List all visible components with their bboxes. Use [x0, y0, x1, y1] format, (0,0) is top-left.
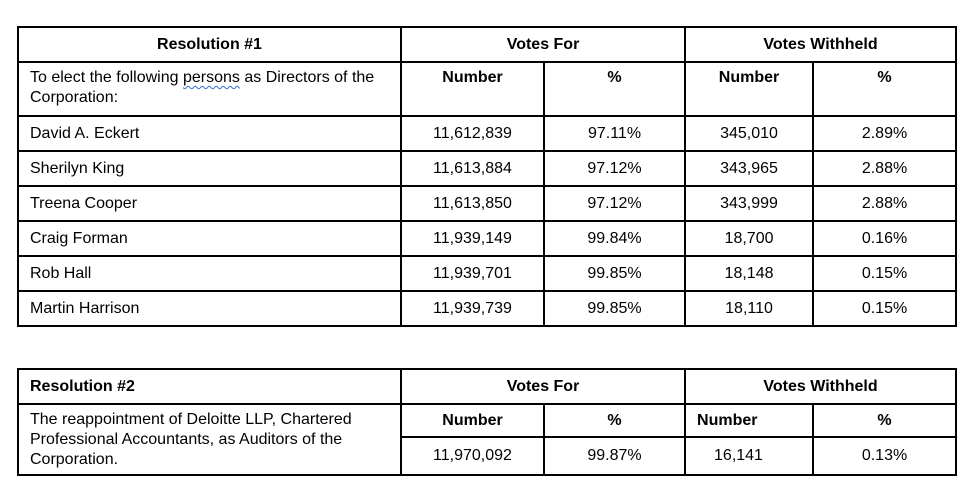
table-row	[18, 221, 956, 256]
header-row	[18, 369, 956, 404]
for-number: 11,970,092	[401, 437, 544, 475]
for-percent: 99.84%	[544, 221, 685, 256]
withheld-percent-header: %	[813, 404, 956, 437]
director-name: Treena Cooper	[18, 186, 401, 221]
for-number-header: Number	[401, 62, 544, 116]
subheader-row	[18, 62, 956, 116]
for-percent: 99.87%	[544, 437, 685, 475]
resolution-2-header: Resolution #2	[18, 369, 401, 404]
table-row	[18, 291, 956, 326]
for-number: 11,612,839	[401, 116, 544, 151]
table-row	[18, 151, 956, 186]
director-name: Sherilyn King	[18, 151, 401, 186]
withheld-number: 16,141	[685, 437, 813, 475]
description-underlined-word: persons	[182, 69, 240, 86]
director-name: David A. Eckert	[18, 116, 401, 151]
for-number: 11,613,850	[401, 186, 544, 221]
description-part-1: To elect the following	[30, 69, 183, 86]
withheld-number: 343,999	[685, 186, 813, 221]
resolution-2-description: The reappointment of Deloitte LLP, Chartered Professional Accountants, as Auditors of the Corporation.	[18, 404, 401, 475]
subheader-row	[18, 404, 956, 437]
for-number: 11,939,149	[401, 221, 544, 256]
withheld-number-header: Number	[685, 62, 813, 116]
director-name: Craig Forman	[18, 221, 401, 256]
for-percent: 99.85%	[544, 291, 685, 326]
for-number: 11,939,701	[401, 256, 544, 291]
director-name: Rob Hall	[18, 256, 401, 291]
votes-for-header: Votes For	[401, 27, 685, 62]
table-row	[18, 256, 956, 291]
withheld-number: 343,965	[685, 151, 813, 186]
withheld-percent: 0.16%	[813, 221, 956, 256]
withheld-number-header: Number	[685, 404, 813, 437]
for-percent-header: %	[544, 62, 685, 116]
withheld-percent-header: %	[813, 62, 956, 116]
for-number-header: Number	[401, 404, 544, 437]
table-row	[18, 186, 956, 221]
header-row	[18, 27, 956, 62]
withheld-percent: 0.15%	[813, 256, 956, 291]
withheld-number: 18,148	[685, 256, 813, 291]
withheld-percent: 2.89%	[813, 116, 956, 151]
for-number: 11,939,739	[401, 291, 544, 326]
withheld-number: 18,700	[685, 221, 813, 256]
for-number: 11,613,884	[401, 151, 544, 186]
table-row	[18, 116, 956, 151]
for-percent: 99.85%	[544, 256, 685, 291]
description-part-2: as Directors of the Corporation:	[30, 69, 375, 106]
withheld-number: 345,010	[685, 116, 813, 151]
resolution-2-table	[17, 368, 957, 476]
resolution-1-header: Resolution #1	[18, 27, 401, 62]
withheld-percent: 0.15%	[813, 291, 956, 326]
withheld-number: 18,110	[685, 291, 813, 326]
withheld-percent: 2.88%	[813, 151, 956, 186]
resolution-1-table	[17, 26, 957, 327]
votes-withheld-header: Votes Withheld	[685, 369, 956, 404]
director-name: Martin Harrison	[18, 291, 401, 326]
withheld-percent: 0.13%	[813, 437, 956, 475]
for-percent: 97.12%	[544, 151, 685, 186]
for-percent: 97.11%	[544, 116, 685, 151]
resolution-1-description	[18, 62, 401, 116]
votes-for-header: Votes For	[401, 369, 685, 404]
withheld-percent: 2.88%	[813, 186, 956, 221]
for-percent: 97.12%	[544, 186, 685, 221]
votes-withheld-header: Votes Withheld	[685, 27, 956, 62]
for-percent-header: %	[544, 404, 685, 437]
